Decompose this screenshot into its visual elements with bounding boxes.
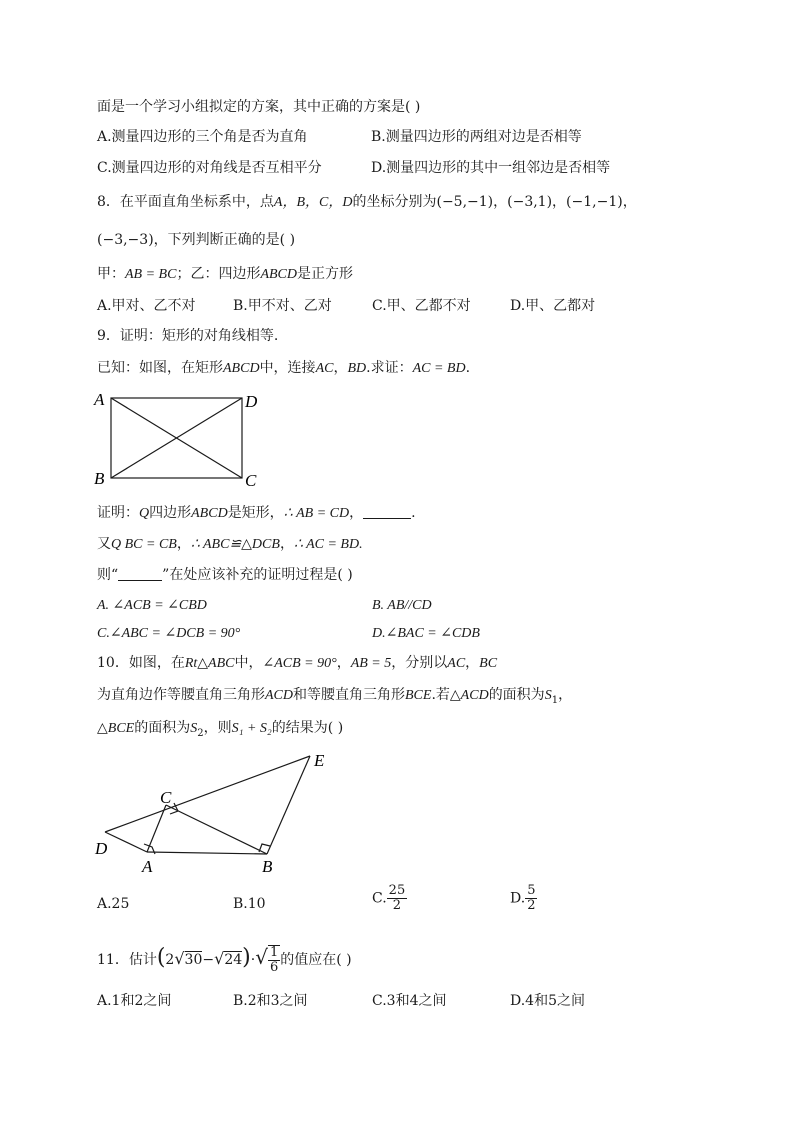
label-d: D [245,392,258,411]
label-a: A [142,857,153,876]
q7-option-a: A.测量四边形的三个角是否为直角 [97,129,308,145]
q11-option-a: A.1和2之间 [97,993,172,1009]
q7-option-c: C.测量四边形的对角线是否互相平分 [97,160,322,176]
q7-stem: 面是一个学习小组拟定的方案，其中正确的方案是( ) [97,99,421,115]
q9-given: 已知：如图，在矩形ABCD中，连接AC，BD.求证：AC = BD. [97,360,471,376]
rectangle-figure [90,385,290,495]
q8-option-c: C.甲、乙都不对 [372,298,471,314]
fraction-1-6: $\frac{1}{6}$ [269,945,279,975]
segment-de [105,756,310,832]
q9-title: 9．证明：矩形的对角线相等. [97,328,279,344]
q9-option-d: D.∠BAC = ∠CDB [372,626,480,641]
triangle-figure [90,748,350,878]
q11-stem: 11．估计(2√30−√24)·√ $\frac{1}{6}$ 的值应在( ) [97,945,352,975]
q8-statement: 甲：AB = BC；乙：四边形ABCD是正方形 [97,266,354,282]
q10-option-c: C. $\frac{25}{2}$ [372,883,406,913]
q9-proof-line1: 证明：Q四边形ABCD是矩形，∴ AB = CD， . [97,505,416,521]
segment-ab [147,852,267,854]
label-c: C [245,471,257,490]
label-d: D [95,839,108,858]
q9-option-b: B. AB//CD [372,598,432,613]
q8-stem-line1: 8．在平面直角坐标系中，点A，B，C，D的坐标分别为(−5,−1)，(−3,1)，(−1,−1)， [97,194,637,210]
q11-option-c: C.3和4之间 [372,993,447,1009]
segment-eb [267,756,310,854]
label-c: C [160,788,172,807]
q10-stem-line3: △BCE的面积为$S_2$，则S₁ + S₂的结果为( ) [97,720,344,739]
q9-proof-line2: 又Q BC = CB，∴ ABC≌△DCB，∴ AC = BD. [97,536,363,552]
label-b: B [262,857,273,876]
segment-cb [166,805,267,854]
q10-option-a: A.25 [97,896,130,912]
q8-option-b: B.甲不对、乙对 [233,298,332,314]
q7-option-b: B.测量四边形的两组对边是否相等 [371,129,582,145]
q10-stem-line2: 为直角边作等腰直角三角形ACD和等腰直角三角形BCE.若△ACD的面积为$S_1$， [97,687,573,706]
fraction-5-2: $\frac{5}{2}$ [527,883,536,913]
q11-option-d: D.4和5之间 [510,993,585,1009]
q8-option-a: A.甲对、乙不对 [97,298,196,314]
fraction-25-2: $\frac{25}{2}$ [388,883,406,913]
question-blank [118,566,162,581]
segment-ca [147,805,166,852]
q8-stem-line2: (−3,−3)，下列判断正确的是( ) [97,232,296,248]
q10-option-d: D. $\frac{5}{2}$ [510,883,536,913]
q7-option-d: D.测量四边形的其中一组邻边是否相等 [371,160,611,176]
q10-stem-line1: 10．如图，在Rt△ABC中，∠ACB = 90°，AB = 5，分别以AC，BC [97,655,498,671]
q11-option-b: B.2和3之间 [233,993,308,1009]
label-a: A [94,390,105,409]
q9-question: 则“ ”在处应该补充的证明过程是( ) [97,567,353,583]
segment-da [105,832,147,852]
q9-option-c: C.∠ABC = ∠DCB = 90° [97,626,241,641]
q8-option-d: D.甲、乙都对 [510,298,596,314]
label-b: B [94,469,105,488]
q9-option-a: A. ∠ACB = ∠CBD [97,598,207,613]
q10-option-b: B.10 [233,896,266,912]
label-e: E [314,751,325,770]
proof-blank [363,504,411,519]
